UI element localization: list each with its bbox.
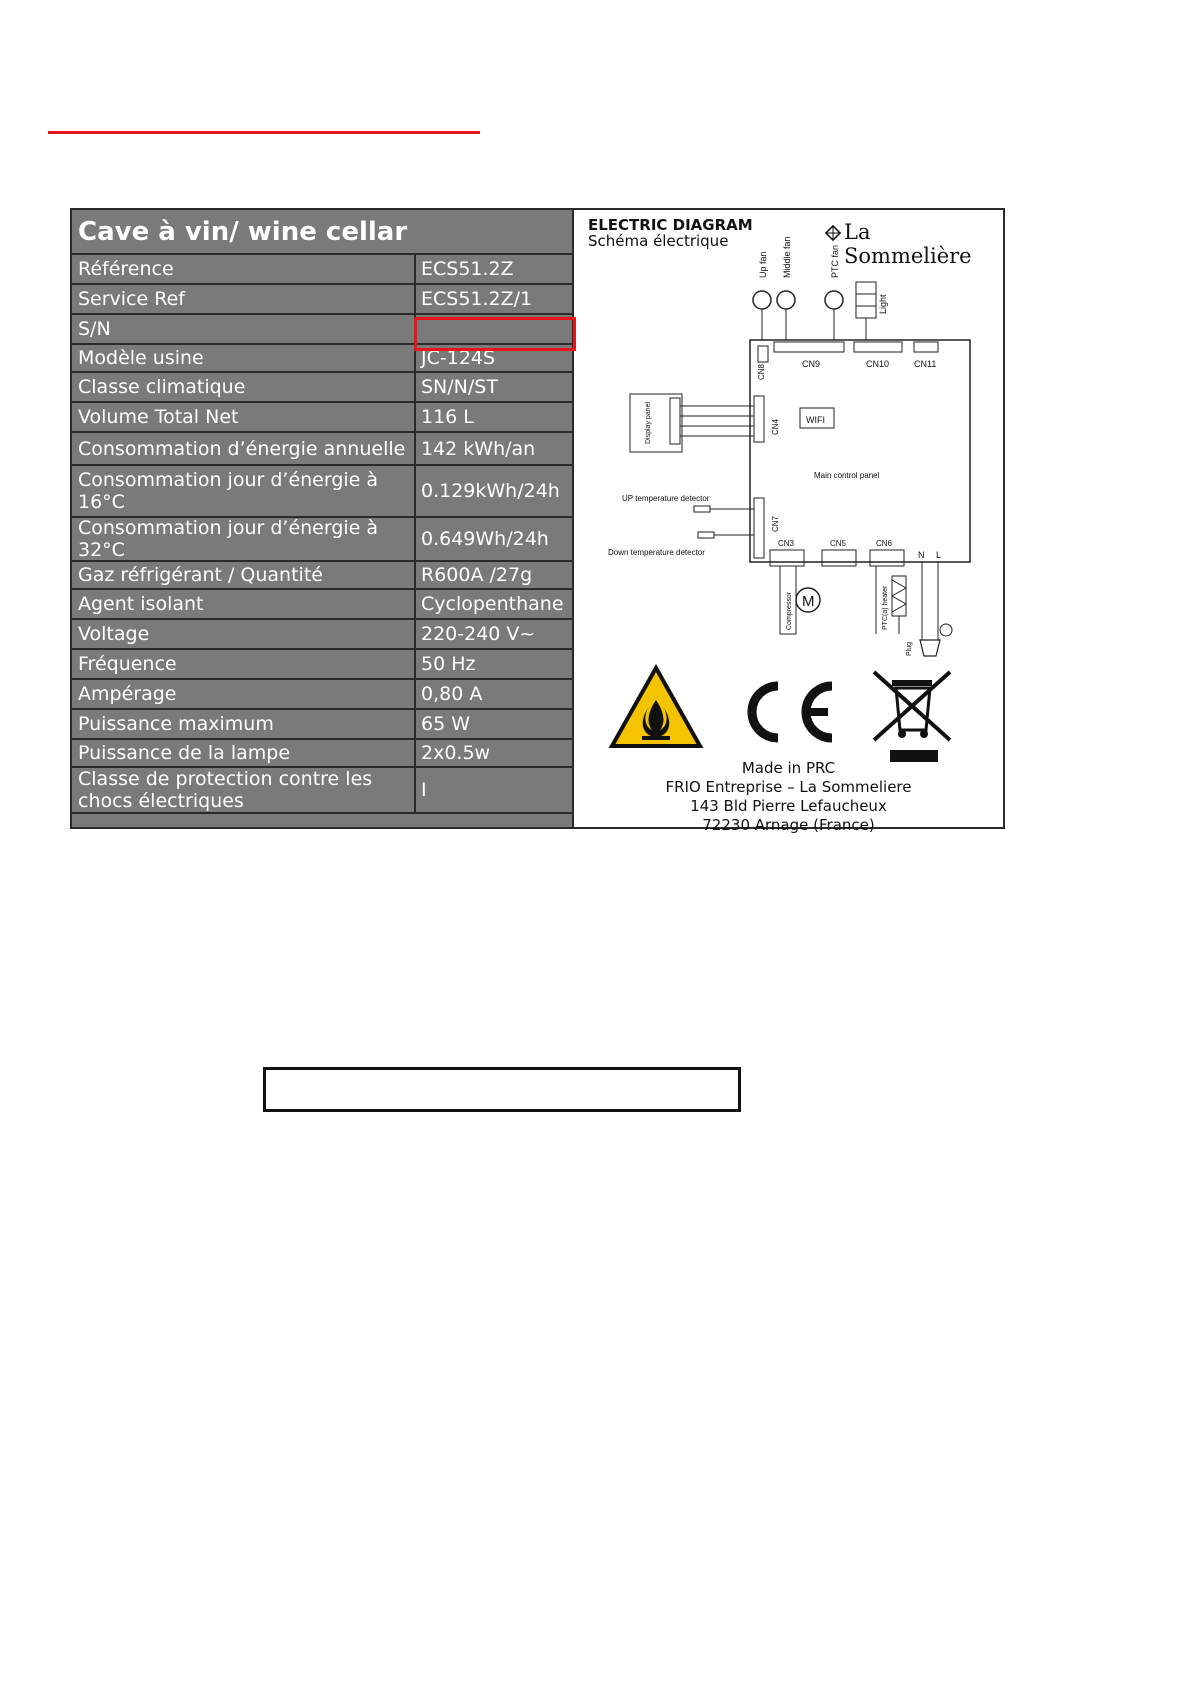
wifi-label: WIFI (806, 415, 825, 425)
spec-key: Service Ref (72, 285, 416, 313)
power-plug-icon (920, 640, 940, 656)
spec-row (72, 768, 572, 814)
weee-bin-icon (874, 672, 950, 762)
spec-row (72, 433, 572, 466)
blank-field-box (263, 1067, 741, 1112)
up-fan-icon (753, 251, 771, 309)
plug-label: Plug (906, 641, 913, 656)
spec-key: Agent isolant (72, 590, 416, 618)
spec-value: Cyclopenthane (421, 593, 564, 615)
spec-value: 116 L (421, 406, 474, 428)
serial-number-highlight (414, 317, 576, 351)
cn4-label: CN4 (771, 418, 780, 435)
spec-row (72, 650, 572, 680)
cn8-label: CN8 (757, 363, 766, 380)
ce-text: CE (735, 717, 737, 718)
display-panel (630, 394, 682, 452)
spec-value: 65 W (421, 713, 471, 735)
spec-row (72, 285, 572, 315)
cn11-label: CN11 (914, 359, 937, 369)
spec-key: Ampérage (72, 680, 416, 708)
spec-key: Voltage (72, 620, 416, 648)
city-line: 72230 Arnage (France) (702, 816, 875, 834)
brand-name: La Sommelière (844, 220, 972, 268)
spec-value: 220-240 V~ (421, 623, 536, 645)
spec-value: 0.129kWh/24h (421, 480, 560, 502)
spec-title: Cave à vin/ wine cellar (72, 210, 572, 255)
spec-key: Classe climatique (72, 373, 416, 401)
l-label: L (936, 550, 942, 560)
cn3-label: CN3 (778, 539, 795, 548)
down-detector-label: Down temperature detector (608, 548, 705, 557)
spec-value: 50 Hz (421, 653, 476, 675)
spec-row (72, 680, 572, 710)
spec-row (72, 590, 572, 620)
compressor-label: Compressor (786, 591, 793, 630)
n-label: N (918, 550, 925, 560)
spec-key: Consommation jour d’énergie à 32°C (72, 518, 416, 560)
display-panel-label: Display panel (645, 401, 652, 444)
spec-key: S/N (72, 315, 416, 343)
up-detector-label: UP temperature detector (622, 494, 710, 503)
spec-key: Classe de protection contre les chocs électriques (72, 768, 416, 812)
spec-key: Modèle usine (72, 345, 416, 371)
spec-row (72, 710, 572, 740)
header-rule (48, 131, 480, 134)
spec-row (72, 518, 572, 562)
spec-value: R600A /27g (421, 564, 533, 586)
spec-value: 0.649Wh/24h (421, 528, 549, 550)
address-line: 143 Bld Pierre Lefaucheux (690, 797, 887, 815)
middle-fan-icon (777, 236, 795, 309)
rating-label (70, 208, 1005, 834)
spec-row (72, 403, 572, 433)
cn9-label: CN9 (802, 359, 821, 369)
cn6-label: CN6 (876, 539, 893, 548)
spec-key: Consommation d’énergie annuelle (72, 433, 416, 464)
flammable-warning-icon (612, 668, 700, 746)
heater-resistor-icon (892, 576, 906, 616)
spec-row (72, 373, 572, 403)
spec-key: Volume Total Net (72, 403, 416, 431)
spec-key: Puissance maximum (72, 710, 416, 738)
spec-value: ECS51.2Z/1 (421, 288, 533, 310)
diagram-subtitle: Schéma électrique (588, 232, 729, 250)
middle-fan-label: Middle fan (782, 236, 792, 278)
spec-row (72, 740, 572, 768)
ce-mark-icon (752, 686, 832, 738)
spec-key: Consommation jour d’énergie à 16°C (72, 466, 416, 516)
spec-table (72, 210, 574, 827)
spec-row (72, 620, 572, 650)
spec-value: 2x0.5w (421, 742, 491, 764)
spec-value: JC-124S (421, 347, 496, 369)
company-line: FRIO Entreprise – La Sommeliere (665, 778, 912, 796)
light-icon (856, 282, 888, 318)
spec-key: Puissance de la lampe (72, 740, 416, 766)
spec-value: 142 kWh/an (421, 437, 536, 460)
spec-value: I (421, 779, 427, 801)
cn5-label: CN5 (830, 539, 847, 548)
spec-key: Référence (72, 255, 416, 283)
spec-value: 0,80 A (421, 683, 483, 705)
electric-diagram (574, 210, 1003, 834)
spec-value: SN/N/ST (421, 376, 498, 398)
cn7-label: CN7 (771, 515, 780, 532)
made-in-line: Made in PRC (741, 759, 836, 777)
up-fan-label: Up fan (758, 251, 768, 278)
wiring-schematic (574, 210, 1003, 827)
spec-key: Fréquence (72, 650, 416, 678)
light-label: Light (878, 294, 888, 314)
ptc-heater-label: PTC(a) heater (882, 585, 889, 630)
main-control-board (750, 340, 970, 562)
spec-row (72, 255, 572, 285)
spec-key: Gaz réfrigérant / Quantité (72, 562, 416, 588)
motor-label: M (802, 593, 815, 610)
cn10-label: CN10 (866, 359, 890, 369)
spec-row (72, 562, 572, 590)
ptc-fan-label: PTC fan (830, 244, 840, 278)
spec-row (72, 466, 572, 518)
spec-value: ECS51.2Z (421, 258, 514, 280)
diagram-title: ELECTRIC DIAGRAM (588, 216, 753, 234)
ptc-fan-icon (825, 245, 843, 309)
main-panel-label: Main control panel (814, 471, 880, 480)
